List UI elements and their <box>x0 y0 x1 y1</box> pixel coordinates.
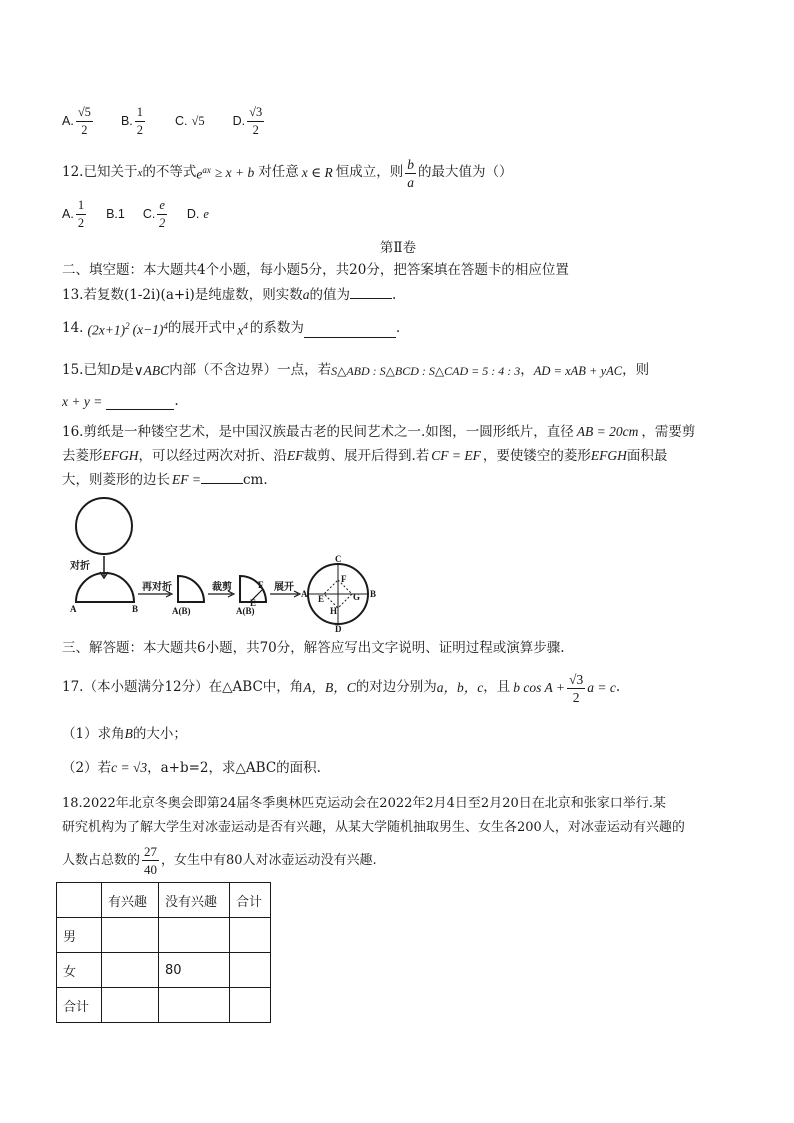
svg-text:B: B <box>370 589 377 599</box>
table-cell[interactable] <box>159 918 230 953</box>
q16-line-3: 大，则菱形的边长 EF = cm. <box>62 468 734 492</box>
svg-text:A: A <box>301 589 308 599</box>
paper-cutting-figure <box>62 494 382 634</box>
table-header-cell: 有兴趣 <box>102 883 159 918</box>
q13: 13.若复数(1-2i)(a+i)是纯虚数，则实数a的值为 . <box>62 287 397 303</box>
q16-line-2: 去菱形EFGH，可以经过两次对折、沿EF裁剪、展开后得到.若 CF = EF ，要使镂空的菱形EFGH面积最 <box>62 448 668 464</box>
figure-fold2-label: 再对折 <box>142 582 172 593</box>
svg-text:H: H <box>330 606 338 616</box>
q12-stem: 12.已知关于 x 的不等式 $e^{ax}$ ≥ x + b 对任意 x ∈ R 恒成立，则 $\frac{b}{a}$ 的最大值为（） <box>62 156 513 190</box>
interest-table <box>56 882 271 1023</box>
table-cell[interactable] <box>230 988 271 1023</box>
fill-in-header: 二、填空题：本大题共4个小题，每小题5分，共20分，把答案填在答题卡的相应位置 <box>62 262 569 278</box>
table-cell[interactable] <box>102 988 159 1023</box>
q11-options <box>62 100 734 142</box>
figure-unfold-label: 展开 <box>274 582 294 593</box>
svg-text:C: C <box>335 554 342 564</box>
svg-text:B: B <box>132 604 139 614</box>
svg-text:D: D <box>335 624 342 634</box>
q16-answer-blank[interactable] <box>201 469 243 484</box>
q17-stem: 17.（本小题满分12分）在△ABC中，角 A，B，C 的对边分别为 a，b，c ，且 b cos A + $\frac{√3}{2}$ a = c . <box>62 671 621 705</box>
q11-option-a: A. $\frac{√5}{2}$ <box>62 104 91 137</box>
table-header-cell: 没有兴趣 <box>159 883 230 918</box>
svg-text:G: G <box>353 592 361 602</box>
q11-option-d: D. $\frac{√3}{2}$ <box>232 104 263 137</box>
q14-answer-blank[interactable] <box>304 321 396 338</box>
table-header-cell <box>57 883 102 918</box>
table-cell: 女 <box>57 953 102 988</box>
section-2-title: 第Ⅱ卷 <box>379 240 417 256</box>
q15-line-1: 15.已知 D 是 ∨ABC 内部（不含边界）一点，若 S△ABD : S△BCD : S△CAD = 5 : 4 : 3 ， AD = xAB + yAC ，则 <box>62 362 650 379</box>
q12-option-c: C. $\frac{e}{2}$ <box>142 197 166 230</box>
table-header-cell: 合计 <box>230 883 271 918</box>
svg-text:F: F <box>258 580 264 590</box>
table-row <box>57 918 271 953</box>
table-cell[interactable] <box>159 988 230 1023</box>
table-cell: 80 <box>159 953 230 988</box>
q15-line-2: x + y = . <box>62 393 179 410</box>
svg-text:E: E <box>250 598 257 608</box>
table-cell[interactable] <box>102 918 159 953</box>
q18-line-1: 18.2022年北京冬奥会即第24届冬季奥林匹克运动会在2022年2月4日至2月20日在北京和张家口举行.某 <box>62 796 666 811</box>
q12-option-a: A. $\frac{1}{2}$ <box>62 197 85 230</box>
q12-option-b: B.1 <box>106 206 125 221</box>
q18-line-3: 人数占总数的 $\frac{27}{40}$ ，女生中有80人对冰壶运动没有兴趣. <box>62 843 377 877</box>
q15-answer-blank[interactable] <box>106 395 174 410</box>
q18-line-2: 研究机构为了解大学生对冰壶运动是否有兴趣，从某大学随机抽取男生、女生各200人，对冰壶运动有兴趣的 <box>62 820 685 835</box>
q11-option-b: B. $\frac{1}{2}$ <box>120 104 143 137</box>
table-cell: 合计 <box>57 988 102 1023</box>
figure-quarter <box>178 576 204 602</box>
svg-text:A: A <box>70 604 77 614</box>
svg-text:A(B): A(B) <box>172 606 191 616</box>
svg-text:A(B): A(B) <box>236 606 255 616</box>
figure-circle <box>76 498 132 554</box>
svg-text:E: E <box>318 594 325 604</box>
figure-cut-label: 裁剪 <box>212 582 232 593</box>
table-cell[interactable] <box>102 953 159 988</box>
q12-option-d: D. e <box>186 206 209 221</box>
table-cell[interactable] <box>230 918 271 953</box>
table-row <box>57 953 271 988</box>
table-cell: 男 <box>57 918 102 953</box>
table-header-row <box>57 883 271 918</box>
q14: 14. $(2x+1)^2$ $(x-1)^4$ 的展开式中 $x^4$ 的系数为 . <box>62 320 401 337</box>
figure-fold-label: 对折 <box>70 561 90 572</box>
q16-line-1: 16.剪纸是一种镂空艺术，是中国汉族最古老的民间艺术之一.如图，一圆形纸片，直径 AB = 20cm ，需要剪 <box>62 424 696 440</box>
q17-part-2: （2）若c = √3，a+b=2，求△ABC的面积. <box>62 760 321 776</box>
table-cell[interactable] <box>230 953 271 988</box>
q11-option-c: C. √5 <box>175 113 205 128</box>
table-row <box>57 988 271 1023</box>
svg-text:F: F <box>341 574 347 584</box>
q12-options <box>62 196 734 232</box>
answer-header: 三、解答题：本大题共6小题，共70分，解答应写出文字说明、证明过程或演算步骤. <box>62 640 565 656</box>
q17-part-1: （1）求角B的大小； <box>62 726 187 742</box>
q13-answer-blank[interactable] <box>350 298 392 299</box>
